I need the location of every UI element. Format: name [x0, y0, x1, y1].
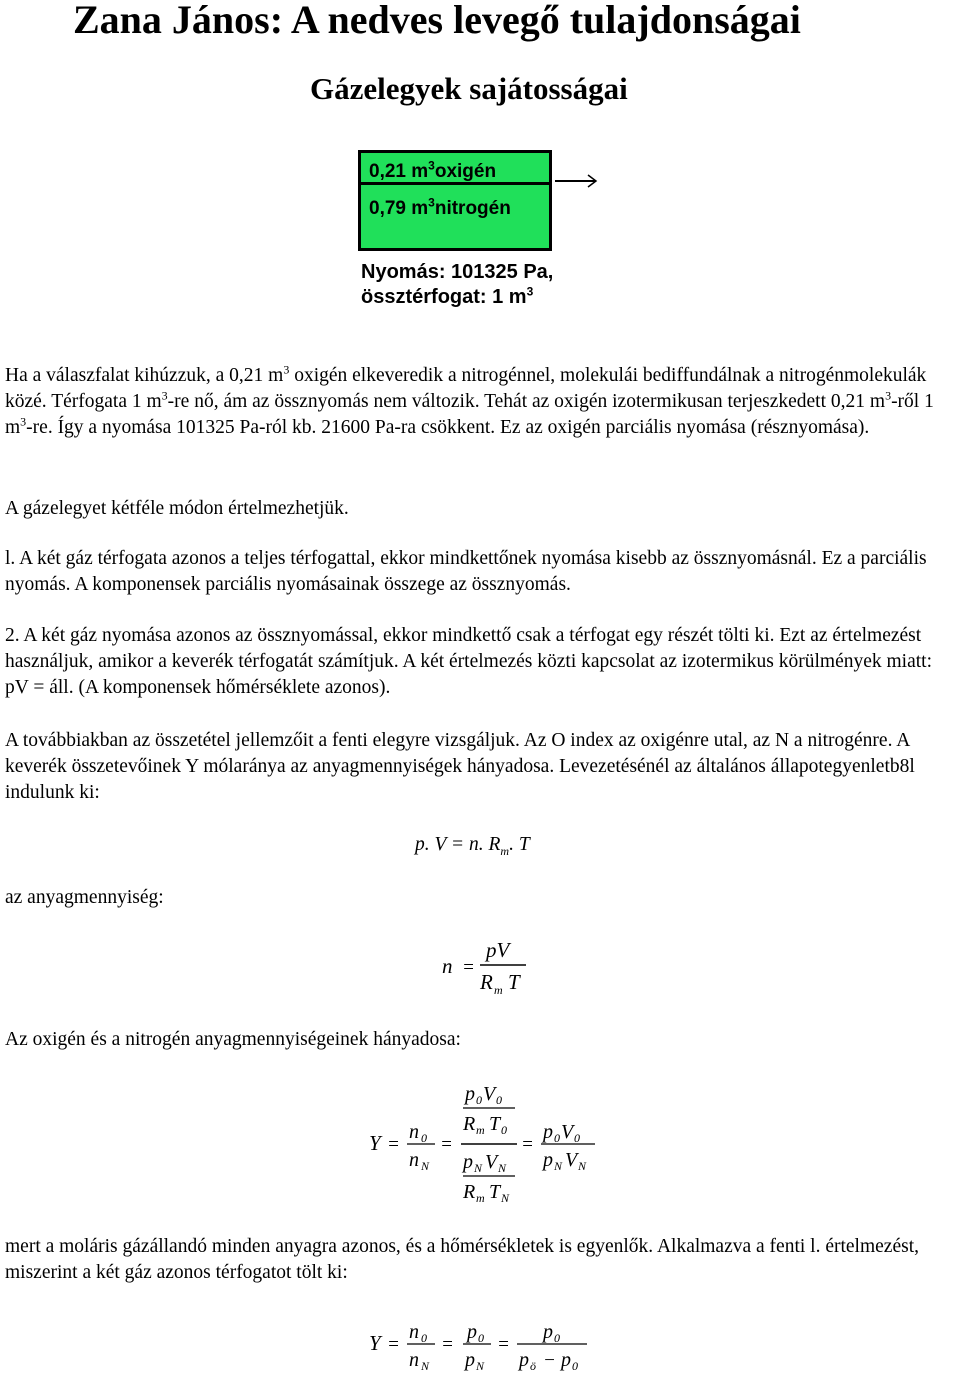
svg-text:p: p	[463, 1151, 473, 1173]
svg-text:N: N	[554, 1159, 563, 1173]
paragraph-interpretation-2: 2. A két gáz nyomása azonos az össznyomással, ekkor mindkettő csak a térfogat egy részét tölti ki. Ezt az értelmezést használjuk, amikor a keverék térfogatát számítjuk. A két értelmezés közti kapcsolat az izotermikus körülmények miatt: pV = áll. (A komponensek hőmérséklete azonos).	[5, 625, 933, 698]
svg-text:N: N	[476, 1359, 485, 1373]
svg-text:Y: Y	[369, 1331, 381, 1355]
svg-text:0: 0	[421, 1131, 427, 1145]
svg-text:0: 0	[478, 1331, 484, 1345]
svg-text:=: =	[462, 957, 475, 978]
figure-caption-volume: össztérfogat: 1 $m^3$	[361, 284, 534, 308]
svg-text:Y: Y	[369, 1131, 381, 1155]
svg-text:n: n	[409, 1321, 419, 1343]
svg-text:=: =	[521, 1134, 534, 1155]
formula-mole-ratio	[365, 1080, 605, 1205]
page-title: Zana János: A nedves levegő tulajdonságai	[73, 0, 801, 42]
svg-text:T: T	[489, 1181, 501, 1203]
svg-text:V: V	[561, 1121, 574, 1143]
svg-text:N: N	[421, 1159, 430, 1173]
figure-caption-pressure: Nyomás: 101325 Pa,	[361, 261, 554, 283]
svg-text:N: N	[421, 1359, 430, 1373]
svg-text:=: =	[387, 1334, 400, 1355]
svg-text:p: p	[519, 1349, 529, 1371]
paragraph-interpretation-1: l. A két gáz térfogata azonos a teljes térfogattal, ekkor mindkettőnek nyomása kisebb az össznyomásnál. Ez a parciális nyomás. A komponensek parciális nyomásainak összege az össznyomás.	[5, 548, 927, 595]
svg-text:=: =	[441, 1334, 454, 1355]
page-subtitle: Gázelegyek sajátosságai	[310, 71, 628, 106]
partition-wall	[361, 182, 549, 185]
svg-text:p: p	[561, 1349, 571, 1371]
svg-text:=: =	[497, 1334, 510, 1355]
gas-container-box	[358, 150, 552, 251]
paragraph-two-interpretations: A gázelegyet kétféle módon értelmezhetjük.	[5, 498, 349, 519]
gas-mixture-figure	[355, 150, 605, 315]
svg-text:=: =	[440, 1134, 453, 1155]
svg-text:0: 0	[501, 1123, 507, 1137]
svg-text:N: N	[501, 1191, 510, 1205]
svg-text:n: n	[442, 954, 453, 978]
svg-text:V: V	[485, 1151, 498, 1173]
svg-text:T: T	[489, 1113, 501, 1135]
svg-text:m: m	[494, 983, 503, 997]
svg-text:n: n	[409, 1349, 419, 1371]
svg-text:m: m	[476, 1191, 485, 1205]
svg-text:−: −	[543, 1350, 556, 1371]
formula-amount	[438, 935, 538, 1000]
svg-text:0: 0	[496, 1093, 502, 1107]
arrow-right-icon	[555, 174, 601, 188]
svg-text:p: p	[543, 1149, 553, 1171]
svg-text:n: n	[409, 1121, 419, 1143]
svg-text:0: 0	[554, 1131, 560, 1145]
svg-text:0: 0	[476, 1093, 482, 1107]
svg-text:p: p	[465, 1083, 475, 1105]
formula-pressure-ratio	[365, 1318, 605, 1374]
svg-text:R: R	[463, 1113, 476, 1135]
svg-text:N: N	[578, 1159, 587, 1173]
svg-text:m: m	[476, 1123, 485, 1137]
svg-text:0: 0	[572, 1359, 578, 1373]
svg-text:0: 0	[421, 1331, 427, 1345]
svg-text:pV: pV	[486, 938, 510, 962]
svg-text:R: R	[463, 1181, 476, 1203]
svg-text:n: n	[409, 1149, 419, 1171]
svg-text:=: =	[387, 1134, 400, 1155]
svg-text:V: V	[483, 1083, 496, 1105]
svg-text:p: p	[465, 1349, 475, 1371]
nitrogen-label: 0,79 $m^3nitrogén$	[369, 195, 511, 219]
svg-text:V: V	[565, 1149, 578, 1171]
equation-state: p. V = n. $R_m$. T	[415, 834, 530, 858]
svg-text:0: 0	[574, 1131, 580, 1145]
svg-text:p: p	[543, 1121, 553, 1143]
svg-text:p: p	[543, 1321, 553, 1343]
svg-text:p: p	[467, 1321, 477, 1343]
paragraph-ratio-intro: Az oxigén és a nitrogén anyagmennyiségeinek hányadosa:	[5, 1029, 461, 1050]
svg-text:R: R	[480, 970, 493, 994]
paragraph-partial-pressure-intro: Ha a válaszfalat kihúzzuk, a 0,21 $m^3$ oxigén elkeveredik a nitrogénnel, molekulái bediffundálnak a nitrogénmolekulák közé. Térfogata 1 $m^3-re$ nő, ám az össznyomás nem változik. Tehát az oxigén izotermikusan terjeszkedett 0,21 $m^3$-ről 1 $m^3-re$. Így a nyomása 101325 Pa-ról kb. 21600 Pa-ra csökkent. Ez az oxigén parciális nyomása (résznyomása).	[5, 362, 934, 438]
oxygen-label: 0,21 $m^3oxigén$	[369, 158, 497, 182]
paragraph-composition: A továbbiakban az összetétel jellemzőit a fenti elegyre vizsgáljuk. Az O index az oxigénre utal, az N a nitrogénre. A keverék összetevőinek Y mólaránya az anyagmennyiségek hányadosa. Levezetésénél az általános állapotegyenletb8l indulunk ki:	[5, 730, 915, 803]
svg-text:T: T	[508, 970, 520, 994]
svg-text:ö: ö	[530, 1359, 536, 1373]
svg-text:0: 0	[554, 1331, 560, 1345]
paragraph-molar-constant: mert a moláris gázállandó minden anyagra azonos, és a hőmérsékletek is egyenlők. Alkalmazva a fenti l. értelmezést, miszerint a két gáz azonos térfogatot tölt ki:	[5, 1236, 919, 1283]
svg-text:N: N	[474, 1161, 483, 1175]
label-amount-of-substance: az anyagmennyiség:	[5, 887, 164, 908]
svg-text:N: N	[498, 1161, 507, 1175]
